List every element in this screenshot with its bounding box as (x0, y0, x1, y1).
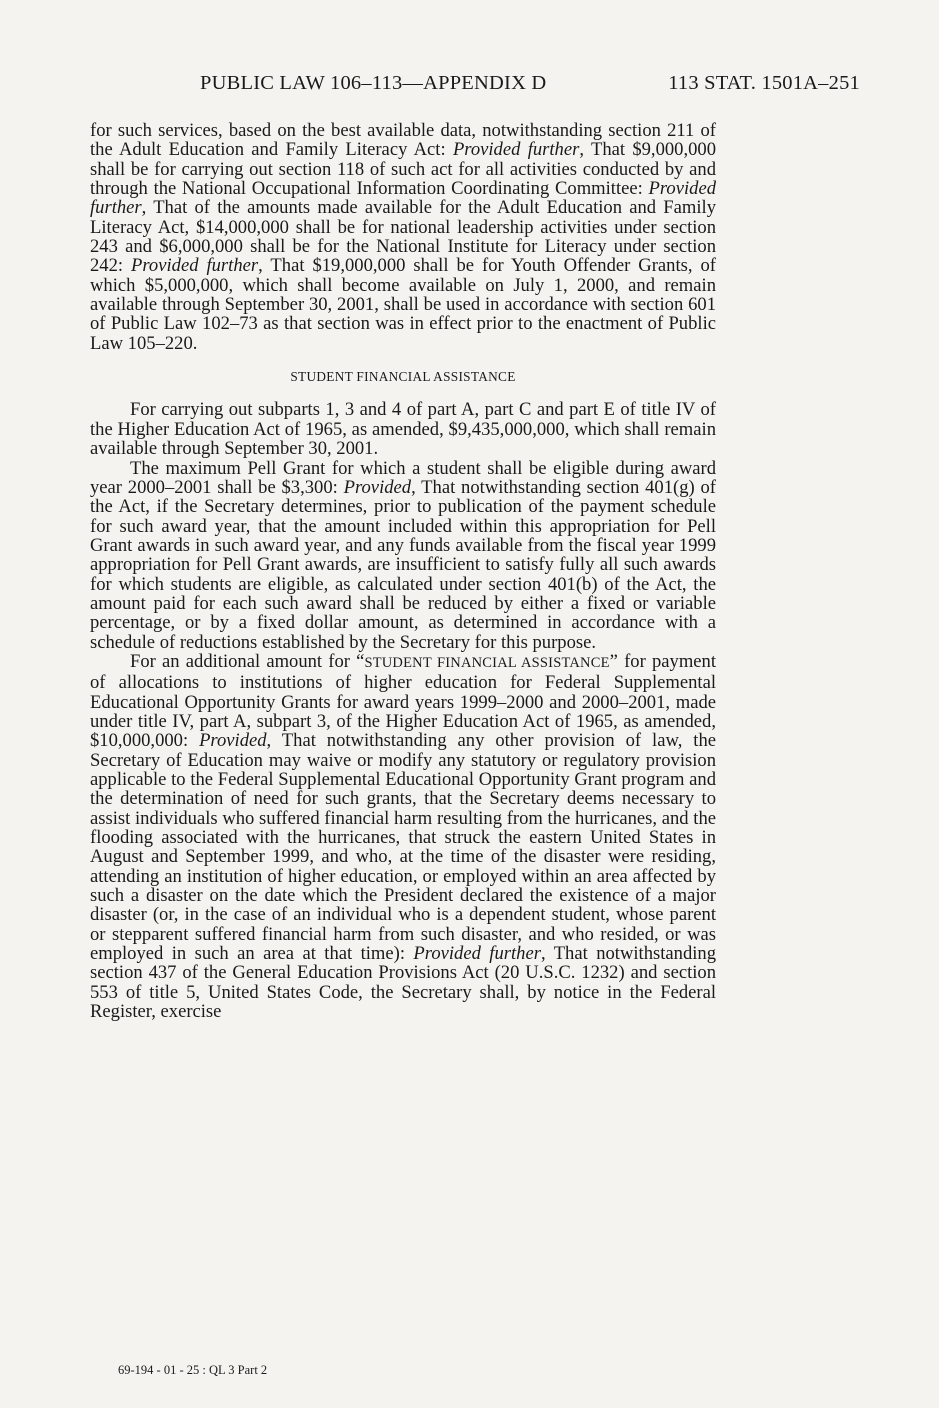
running-head-title: PUBLIC LAW 106–113—APPENDIX D (200, 72, 547, 94)
text-run: , That notwithstanding any other provision of law, the Secretary of Education may waive or modify any statutory or regulatory provision applicable to the Federal Supplemental Educational Opportunity Grant program and the determination of need for such grants, that the Secretary deems necessary to assist individuals who suffered financial harm resulting from the hurricanes, and the flooding associated with the hurricanes, that struck the eastern United States in August and September 1999, and who, at the time of the disaster were residing, attending an institution of higher education, or employed within an area affected by such a disaster on the date which the President declared the existence of a major disaster (or, in the case of an individual who is a dependent student, whose parent or stepparent suffered financial harm from such disaster, and who resided, or was employed in such an area at that time): (90, 730, 716, 965)
proviso-italic: Provided (199, 730, 267, 752)
proviso-italic: Provided further (90, 178, 716, 219)
section-heading (90, 367, 716, 386)
paragraph-pell-grant (90, 459, 716, 652)
text-run: , That of the amounts made available for the Adult Education and Family Literacy Act, $14,000,000 shall be for national leadership activities under section 243 and $6,000,000 shall be for the National Institute for Literacy under section 242: (90, 197, 716, 277)
proviso-italic: Provided further (452, 139, 580, 161)
text-run: , That $9,000,000 shall be for carrying out section 118 of such act for all activities conducted by and through the National Occupational Information Coordinating Committee: (90, 139, 717, 200)
small-caps-text: STUDENT FINANCIAL ASSISTANCE (364, 654, 610, 671)
text-run: ” for payment of allocations to institutions of higher education for Federal Supplemental Educational Opportunity Grants for award years 1999–2000 and 2000–2001, made under title IV, part A, subpart 3, of the Higher Education Act of 1965, as amended, $10,000,000: (90, 650, 716, 752)
proviso-italic: Provided (343, 476, 412, 498)
text-run: , That notwithstanding section 437 of the General Education Provisions Act (20 U.S.C. 1232) and section 553 of title 5, United States Code, the Secretary shall, by notice in the Federal Register, exercise (90, 943, 717, 1023)
proviso-italic: Provided further (413, 943, 541, 965)
print-code-footer: 69-194 - 01 - 25 : QL 3 Part 2 (118, 1363, 268, 1377)
text-run: For an additional amount for “ (130, 650, 365, 672)
text-run: , That $19,000,000 shall be for Youth Offender Grants, of which $5,000,000, which shall become available on July 1, 2000, and remain available through September 30, 2001, shall be used in accordance with section 601 of Public Law 102–73 as that section was in effect prior to the enactment of Public Law 105–220. (90, 255, 716, 354)
text-run: The maximum Pell Grant for which a student shall be eligible during award year 2000–2001 shall be $3,300: (90, 457, 716, 498)
text-run: For carrying out subparts 1, 3 and 4 of part A, part C and part E of title IV of the Higher Education Act of 1965, as amended, $9,435,000,000, which shall remain available through September 30, 2001. (90, 399, 716, 460)
paragraph-continuation (90, 121, 716, 353)
statute-citation: 113 STAT. 1501A–251 (668, 72, 860, 94)
text-run: STUDENT FINANCIAL ASSISTANCE (290, 369, 516, 385)
body-text (90, 121, 716, 1021)
text-run: , That notwithstanding section 401(g) of the Act, if the Secretary determines, prior to publication of the payment schedule for such award year, that the amount included within this appropriation for Pell Grant awards in such award year, and any funds available from the fiscal year 1999 appropriation for Pell Grant awards, are insufficient to satisfy fully all such awards for which students are eligible, as calculated under section 401(b) of the Act, the amount paid for each such award shall be reduced by either a fixed or variable percentage, or by a fixed dollar amount, as determined in accordance with a schedule of reductions established by the Secretary for this purpose. (90, 476, 716, 653)
paragraph-seog-hurricane-relief (90, 652, 716, 1022)
proviso-italic: Provided further (131, 255, 259, 277)
text-run: for such services, based on the best available data, notwithstanding section 211 of the Adult Education and Family Literacy Act: (90, 120, 716, 161)
paragraph-student-aid-appropriation (90, 400, 716, 458)
